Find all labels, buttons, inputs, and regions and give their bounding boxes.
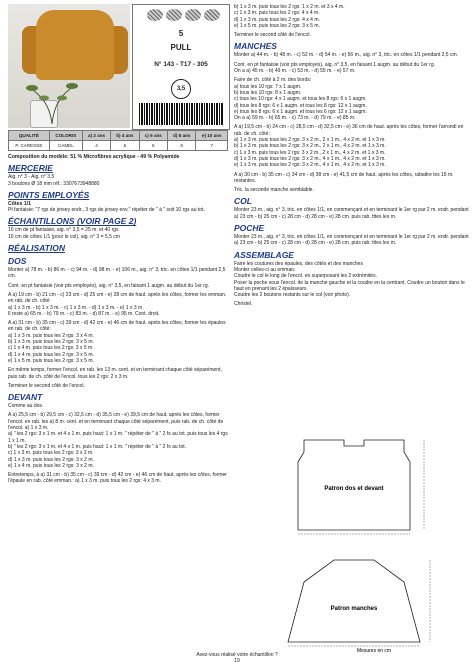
manches-line: On a a) 45 m. - b) 49 m. - c) 53 m. - d) 55 m. - e) 57 m. — [234, 68, 356, 75]
front-continued-line: d) 1 x 3 m. puis tous les 2 rgs: 4 x 4 m. — [234, 16, 320, 23]
dos-line: Cont. en pt fantaisie (voir pts employés), aig. n° 3,5, en faisant 1 augm. au début du 1er rg. — [8, 282, 210, 289]
manches-line: a) tous les 10 rgs: 7 x 1 augm. — [234, 83, 302, 90]
echantillons-line: 10 cm de pt fantaisie, aig. n° 3,5 = 25 m. et 40 rgs — [8, 227, 119, 234]
dos-line: a) 1 x 3 m. puis tous les 2 rgs: 3 x 4 m. — [8, 332, 94, 339]
realisation-heading: RÉALISATION — [8, 243, 65, 254]
schema-label-manches: Patron manches — [330, 606, 378, 612]
difficulty-badge: 3,5 — [171, 79, 191, 99]
mercerie-line: 3 boutons Ø 18 mm réf.: 3307673948880 — [8, 180, 100, 187]
right-column — [234, 4, 470, 308]
devant-heading: DEVANT — [8, 392, 43, 403]
dos-line: c) 1 x 4 m. puis tous les 2 rgs: 3 x 5 m. — [8, 345, 94, 352]
devant-line: d) 1 x 3 m. puis tous les 2 rgs: 3 x 2 m. — [8, 456, 94, 463]
assemblage-line: Poser la poche sous l'encol. de la manche gauche et la coudre en la centrant. Coudre un bouton dans le haut en prenant les 2 épaisseurs — [234, 279, 465, 292]
yarn-ball-icon — [204, 9, 220, 21]
model-name: PULL — [170, 43, 192, 52]
echantillons-heading: ÉCHANTILLONS (VOIR PAGE 2) — [8, 216, 137, 227]
product-photo — [8, 4, 130, 128]
assemblage-line: Faire les coutures des épaules, des côtés et des manches — [234, 260, 363, 267]
poche-heading: POCHE — [234, 223, 265, 234]
col-heading: COL — [234, 196, 252, 207]
dos-line: A a) 31 cm - b) 35 cm - c) 39 cm - d) 42 cm - e) 46 cm de haut. après les côtes, former les épaules en rab. de ch. côté: — [8, 320, 226, 333]
barcode-image — [139, 103, 223, 125]
front-continued-line: Terminer le second côté de l'encol. — [234, 32, 311, 39]
manches-line: c) tous les 10 rgs: 4 x 1 augm. et tous les 8 rgs: 6 x 1 augm. — [234, 96, 367, 103]
model-reference: N° 143 - T17 - 305 — [154, 61, 208, 68]
schema-unit: Mesures en cm — [356, 648, 392, 654]
table-cell: 4 — [82, 141, 110, 151]
dos-line: Monter a) 78 m. - b) 86 m. - c) 94 m. - d) 98 m. - e) 106 m., aig. n° 3, tric. en côtes 1/1 pendant 2,5 cm. — [8, 267, 226, 280]
footer-question: Avez-vous réalisé votre échantillon ? — [196, 652, 278, 658]
table-header: COLORIS — [49, 131, 82, 141]
points-line: Côtes 1/1 — [8, 200, 32, 207]
pattern-schema — [234, 432, 470, 654]
assemblage-line: Coudre les 2 boutons restants sur le col (voir photo). — [234, 292, 351, 299]
col-line: Monter 23 m., aig. n° 3, tric. en côtes 1/1, en commençant et en terminant le 1er rg par 2 m. endr. pendant a) 23 cm - b) 25 cm - c) 28 cm - d) 28 cm - e) 28 cm. puis rab. tttes les m. — [234, 207, 469, 220]
mercerie-line: Aig. n° 3 - Aig. n° 3,5 — [8, 174, 55, 181]
dos-line: Terminer le second côté de l'encol. — [8, 382, 85, 389]
poche-line: Monter 23 m., aig. n° 3, tric. en côtes 1/1, en commençant et en terminant le 1er rg par 2 m. endr. pendant a) 23 cm - b) 25 cm - c) 28 cm - d) 28 cm - e) 28 cm. puis rab. tttes les m. — [234, 234, 469, 247]
dos-line: d) 1 x 4 m. puis tous les 2 rgs: 3 x 5 m. — [8, 351, 94, 358]
table-header: b) 4 ans — [111, 131, 140, 141]
page-footer — [0, 652, 474, 664]
manches-line: On a a) 59 m. - b) 65 m. - c) 73 m. - d) 79 m. - e) 85 m. — [234, 115, 356, 122]
devant-line: b) " les 2 rgs: 3 x 1 m. et 4 x 1 m. puis haut: 1 x 1 m. " répéter de " à " 2 fs au tot. — [8, 443, 187, 450]
dos-line: Il reste a) 65 m. - b) 79 m. - c) 83 m. - d) 87 m. - e) 95 m. Cont. droit. — [8, 310, 160, 317]
yarn-icons — [147, 9, 220, 21]
dos-line: e) 1 x 5 m. puis tous les 2 rgs: 3 x 5 m. — [8, 357, 94, 364]
devant-line: Comme au dos. — [8, 403, 44, 410]
table-cell: P. CARESSE — [9, 141, 50, 151]
points-heading: POINTS EMPLOYÉS — [8, 189, 90, 200]
assemblage-line: Monter celles-ci au emman. — [234, 266, 296, 273]
manches-line: c) 1 x 3 m. puis tous les 2 rgs: 3 x 2 m., 2 x 1 m., 4 x 2 m. et 1 x 3 m. — [234, 149, 386, 156]
mercerie-heading: MERCERIE — [8, 163, 53, 174]
yarn-ball-icon — [185, 9, 201, 21]
schema-label-dos: Patron dos et devant — [324, 486, 384, 492]
page-number: 19 — [234, 658, 240, 664]
dos-line: b) 1 x 3 m. puis tous les 2 rgs: 3 x 5 m. — [8, 339, 94, 346]
manches-line: Cont. en pt fantaisie (voir pts employés), aig. n° 3,5, en faisant 1 augm. au début du 1er rg. — [234, 61, 436, 68]
composition-text: Composition du modèle: 51 % Microfibres acrylique - 49 % Polyamide — [8, 154, 180, 160]
table-cell: CAMEL — [49, 141, 82, 151]
assemblage-heading: ASSEMBLAGE — [234, 249, 294, 260]
devant-line: e) 1 x 4 m. puis tous les 2 rgs: 3 x 2 m. — [8, 462, 94, 469]
yarn-ball-icon — [166, 9, 182, 21]
table-cell: 6 — [167, 141, 196, 151]
manches-line: Tric. la seconde manche semblable. — [234, 187, 314, 194]
table-header: a) 2 ans — [82, 131, 110, 141]
manches-line: d) 1 x 3 m. puis tous les 2 rgs: 3 x 2 m., 4 x 1 m., 4 x 2 m. et 1 x 3 m. — [234, 155, 386, 162]
schema-drawing — [234, 432, 470, 654]
manches-line: b) 1 x 3 m. puis tous les 2 rgs: 3 x 2 m., 2 x 1 m., 4 x 2 m. et 1 x 3 m. — [234, 143, 386, 150]
dos-heading: DOS — [8, 256, 27, 267]
points-line: Pt fantaisie: "7 rgs de jersey endr., 3 rgs de jersey env." répéter de " à " soit 10 rgs au tot. — [8, 207, 205, 214]
yarn-quantity-table — [8, 130, 228, 151]
manches-line: b) tous les 10 rgs: 8 x 1 augm. — [234, 89, 302, 96]
manches-line: d) tous les 8 rgs: 6 x 1 augm. et tous les 8 rgs: 12 x 1 augm. — [234, 102, 367, 109]
manches-line: a) 1 x 3 m. puis tous les 2 rgs: 3 x 2 m., 2 x 1 m., 4 x 2 m. et 1 x 3 m. — [234, 137, 386, 144]
manches-line: Monter a) 44 m. - b) 48 m. - c) 52 m. - d) 54 m. - e) 56 m., aig. n° 3, tric. en côtes 1/1 pendant 2,5 cm. — [234, 52, 459, 59]
sweater-image — [36, 10, 114, 80]
left-column — [8, 150, 228, 485]
dos-line: A a) 19 cm - b) 21 cm - c) 23 cm - d) 25 cm - e) 28 cm de haut. après les côtes, former les emman. en rab. de ch. côté: — [8, 291, 227, 305]
table-header: e) 10 ans — [196, 131, 228, 141]
model-info-box — [132, 4, 230, 130]
manches-line: A a) 19,5 cm - b) 24 cm - c) 28,5 cm - d) 32,5 cm - e) 36 cm de haut. après les côtes, former l'arrondi en rab. de ch. côté: — [234, 124, 464, 137]
front-continued-line: b) 1 x 3 m. puis tous les 2 rgs: 1 x 2 m. et 3 x 4 m. — [234, 4, 345, 10]
assemblage-line: Coudre le col le long de l'encol. en superposant les 2 extrémités. — [234, 273, 377, 280]
table-cell: 7 — [196, 141, 228, 151]
table-row — [9, 141, 228, 151]
table-header: d) 8 ans — [167, 131, 196, 141]
table-cell: 5 — [111, 141, 140, 151]
yarn-ball-icon — [147, 9, 163, 21]
table-header: c) 6 ans — [139, 131, 167, 141]
manches-heading: MANCHES — [234, 41, 277, 52]
devant-line: a) " les 2 rgs: 3 x 1 m. et 4 x 1 m. puis haut: 1 x 1 m. " répéter de " à " 2 fs au tot. puis tous les 4 rgs 1 x 1 m. — [8, 431, 228, 444]
echantillons-line: 10 cm de côtes 1/1 (pour le col), aig. n° 3 = 5,5 cm — [8, 233, 120, 240]
devant-line: Entretemps, à a) 31 cm - b) 35 cm - c) 39 cm - d) 42 cm - e) 46 cm de haut. après les côtes, former l'épaule en rab. côté emman.: a) 1 x 3 m. puis tous les 2 rgs: 4 x 3 m. — [8, 472, 227, 485]
devant-line: c) 1 x 3 m. puis tous les 2 rgs: 3 x 2 m. — [8, 450, 94, 457]
manches-line: A a) 30 cm - b) 35 cm - c) 34 cm - d) 38 cm - e) 41,5 cm de haut. après les côtes, rabattre les 15 m. restantes. — [234, 171, 454, 184]
dos-line: En même temps, former l'encol. en rab. les 13 m. cent. et en terminant chaque côté séparément, puis rab. de ch. côté de l'encol. tous les 2 rgs: 2 x 3 m. — [8, 367, 222, 380]
plant-image — [22, 76, 80, 126]
front-continued-line: e) 1 x 5 m. puis tous les 2 rgs: 3 x 5 m. — [234, 22, 320, 29]
manches-line: Faire de ch. côté à 2 m. des bords: — [234, 77, 312, 84]
table-header-row — [9, 131, 228, 141]
table-header: QUALITÉ — [9, 131, 50, 141]
table-cell: 6 — [139, 141, 167, 151]
signature: Christel. — [234, 301, 253, 308]
devant-line: A a) 25,5 cm - b) 29,5 cm - c) 32,5 cm - d) 35,5 cm - e) 39,5 cm de haut. après les côtes, former l'encol. en rab. les a) 8 m. cent. et en terminant chaque côté séparément, puis rab. de ch. côté de l'encol. a) 1 x 3 m. — [8, 412, 224, 432]
front-continued-line: c) 1 x 3 m. puis tous les 2 rgs: 4 x 4 m. — [234, 10, 320, 17]
manches-line: e) tous les 8 rgs: 6 x 1 augm. et tous les 6 rgs: 12 x 1 augm. — [234, 108, 367, 115]
model-number: 5 — [178, 29, 184, 38]
dos-line: a) 1 x 3 m. - b) 1 x 3 m. - c) 1 x 3 m. - d) 1 x 3 m. - e) 1 x 3 m. — [8, 304, 144, 311]
manches-line: e) 1 x 3 m. puis tous les 2 rgs: 3 x 2 m., 4 x 1 m., 4 x 2 m. et 1 x 3 m. — [234, 162, 386, 169]
